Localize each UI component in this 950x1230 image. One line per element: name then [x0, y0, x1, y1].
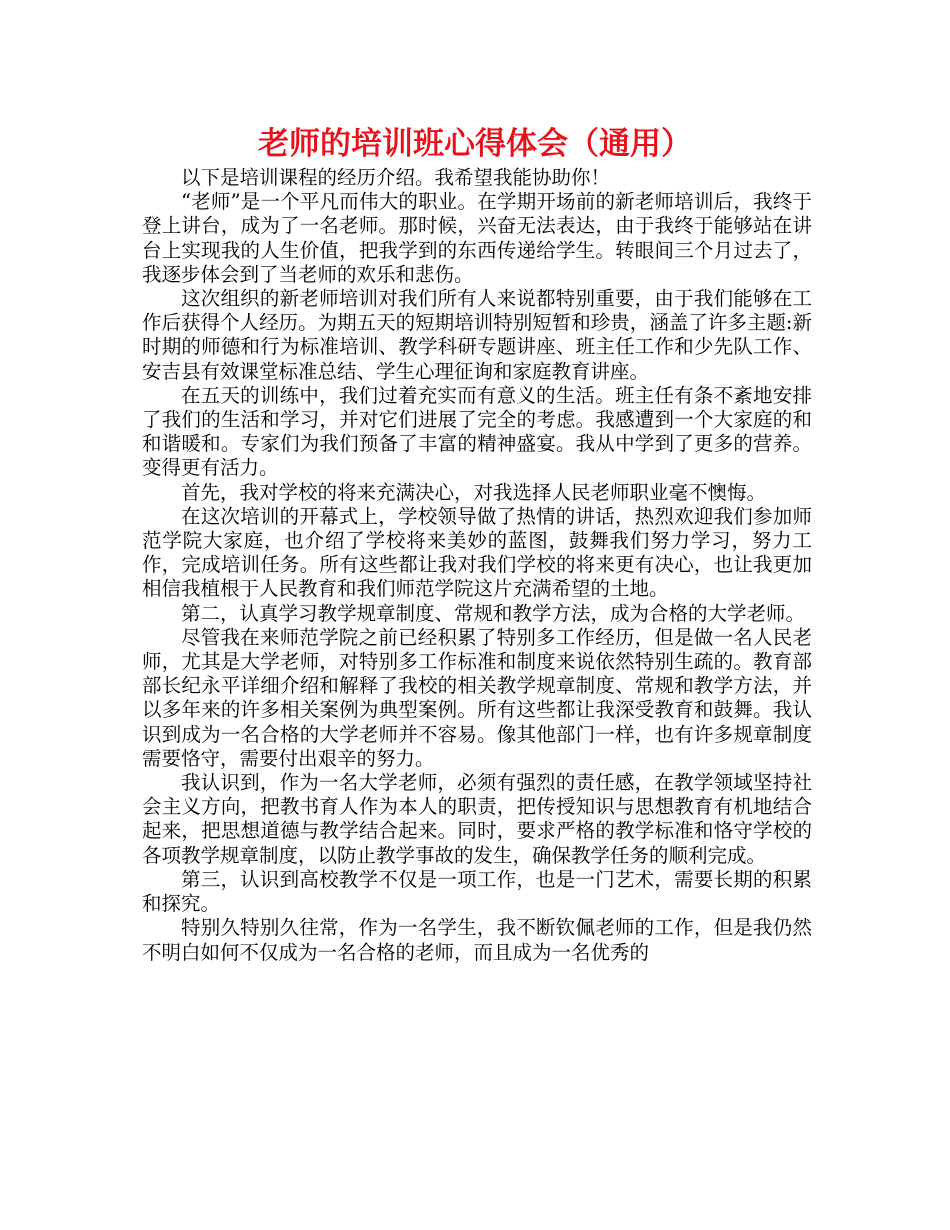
paragraph: 在这次培训的开幕式上，学校领导做了热情的讲话，热烈欢迎我们参加师范学院大家庭，也介绍了学校将来美妙的蓝图，鼓舞我们努力学习，努力工作，完成培训任务。所有这些都让我对我们学校的将来更有决心，也让我更加相信我植根于人民教育和我们师范学院这片充满希望的土地。 [142, 504, 812, 601]
paragraph: 第三，认识到高校教学不仅是一项工作，也是一门艺术，需要长期的积累和探究。 [142, 867, 812, 916]
document-title: 老师的培训班心得体会（通用） [258, 126, 692, 162]
paragraph: 尽管我在来师范学院之前已经积累了特别多工作经历，但是做一名人民老师，尤其是大学老师，对特别多工作标准和制度来说依然特别生疏的。教育部部长纪永平详细介绍和解释了我校的相关教学规章制度、常规和教学方法，并以多年来的许多相关案例为典型案例。所有这些都让我深受教育和鼓舞。我认识到成为一名合格的大学老师并不容易。像其他部门一样，也有许多规章制度需要恪守，需要付出艰辛的努力。 [142, 625, 812, 770]
paragraph: 这次组织的新老师培训对我们所有人来说都特别重要，由于我们能够在工作后获得个人经历。为期五天的短期培训特别短暂和珍贵，涵盖了许多主题:新时期的师德和行为标准培训、教学科研专题讲座、班主任工作和少先队工作、安吉县有效课堂标准总结、学生心理征询和家庭教育讲座。 [142, 287, 812, 383]
document-body [142, 166, 812, 965]
paragraph: 在五天的训练中，我们过着充实而有意义的生活。班主任有条不紊地安排了我们的生活和学习，并对它们进展了完全的考虑。我感遭到一个大家庭的和和谐暖和。专家们为我们预备了丰富的精神盛宴。我从中学到了更多的营养。变得更有活力。 [142, 383, 812, 480]
paragraph: 我认识到，作为一名大学老师，必须有强烈的责任感，在教学领域坚持社会主义方向，把教书育人作为本人的职责，把传授知识与思想教育有机地结合起来，把思想道德与教学结合起来。同时，要求严格的教学标准和恪守学校的各项教学规章制度，以防止教学事故的发生，确保教学任务的顺利完成。 [142, 771, 812, 867]
paragraph: “老师”是一个平凡而伟大的职业。在学期开场前的新老师培训后，我终于登上讲台，成为了一名老师。那时候，兴奋无法表达，由于我终于能够站在讲台上实现我的人生价值，把我学到的东西传递给学生。转眼间三个月过去了，我逐步体会到了当老师的欢乐和悲伤。 [142, 190, 812, 286]
paragraph: 首先，我对学校的将来充满决心，对我选择人民老师职业毫不懊悔。 [181, 480, 767, 504]
paragraph: 特别久特别久往常，作为一名学生，我不断钦佩老师的工作，但是我仍然不明白如何不仅成为一名合格的老师，而且成为一名优秀的 [142, 916, 812, 964]
paragraph: 以下是培训课程的经历介绍。我希望我能协助你！ [181, 166, 611, 189]
paragraph: 第二，认真学习教学规章制度、常规和教学方法，成为合格的大学老师。 [181, 601, 806, 625]
